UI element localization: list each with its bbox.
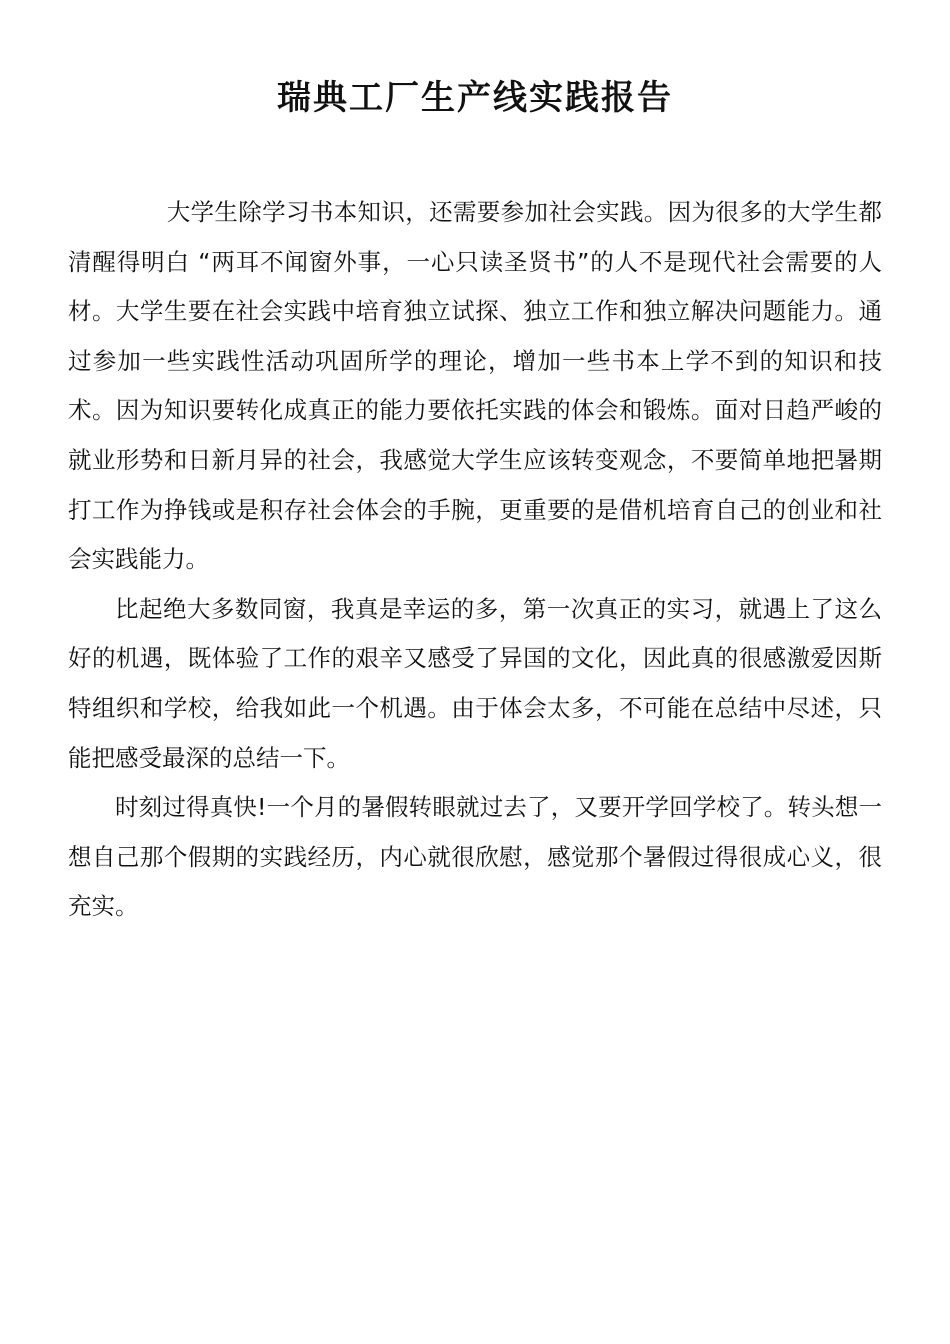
paragraph-2: 比起绝大多数同窗，我真是幸运的多，第一次真正的实习，就遇上了这么好的机遇，既体验了工作的艰辛又感受了异国的文化，因此真的很感激爱因斯特组织和学校，给我如此一个机遇。由于体会太多，不可能在总结中尽述，只能把感受最深的总结一下。 — [68, 594, 882, 772]
document-title: 瑞典工厂生产线实践报告 — [277, 78, 673, 118]
paragraph-3: 时刻过得真快!一个月的暑假转眼就过去了，又要开学回学校了。转头想一想自己那个假期的实践经历，内心就很欣慰，感觉那个暑假过得很成心义，很充实。 — [68, 793, 882, 921]
paragraph-1: 大学生除学习书本知识，还需要参加社会实践。因为很多的大学生都清醒得明白 “两耳不闻窗外事，一心只读圣贤书”的人不是现代社会需要的人材。大学生要在社会实践中培育独立试探、独立工作和独立解决问题能力。通过参加一些实践性活动巩固所学的理论，增加一些书本上学不到的知识和技术。因为知识要转化成真正的能力要依托实践的体会和锻炼。面对日趋严峻的就业形势和日新月异的社会，我感觉大学生应该转变观念，不要简单地把暑期打工作为挣钱或是积存社会体会的手腕，更重要的是借机培育自己的创业和社会实践能力。 — [68, 198, 882, 574]
document-body — [68, 188, 882, 932]
